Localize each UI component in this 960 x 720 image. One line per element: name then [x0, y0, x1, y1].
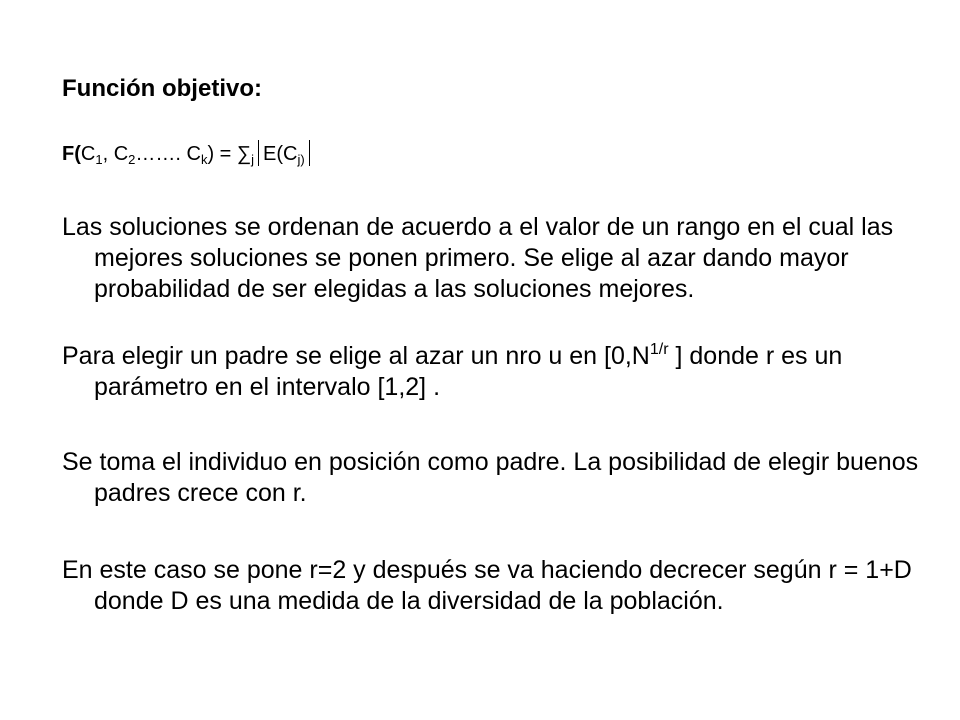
- abs-bar-left: [258, 140, 259, 166]
- formula-mid: ) =: [207, 143, 237, 165]
- p2-before: Para elegir un padre se elige al azar un nro u en [0,N: [62, 342, 650, 370]
- formula-c1: C: [80, 143, 96, 165]
- formula-c2-sub: 2: [128, 152, 136, 167]
- abs-bar-right: [309, 140, 310, 166]
- paragraph-parent-selection: [62, 341, 922, 403]
- sigma-sub: j: [251, 152, 255, 167]
- p2-exponent: 1/r: [649, 341, 669, 358]
- formula-e-sub: j): [297, 152, 305, 167]
- formula-ck-sub: k: [200, 152, 208, 167]
- formula-f: F(: [62, 143, 81, 165]
- slide-title: Función objetivo:: [62, 75, 262, 102]
- formula-e: E(C: [263, 143, 298, 165]
- p2-after: ] donde r es un parámetro en el intervalo [1,2] .: [94, 342, 843, 401]
- paragraph-ranking: Las soluciones se ordenan de acuerdo a el valor de un rango en el cual las mejores soluciones se ponen primero. Se elige al azar dando mayor probabilidad de ser elegidas a las soluciones mejores.: [62, 213, 894, 303]
- formula-sep1: , C: [102, 143, 129, 165]
- sigma-symbol: ∑: [236, 143, 252, 165]
- formula-dots: ……. C: [135, 143, 201, 165]
- paragraph-individual: Se toma el individuo en posición como padre. La posibilidad de elegir buenos padres crece con r.: [62, 448, 919, 507]
- objective-formula: [62, 140, 314, 168]
- formula-c1-sub: 1: [95, 152, 103, 167]
- paragraph-diversity: En este caso se pone r=2 y después se va haciendo decrecer según r = 1+D donde D es una medida de la diversidad de la población.: [62, 556, 912, 615]
